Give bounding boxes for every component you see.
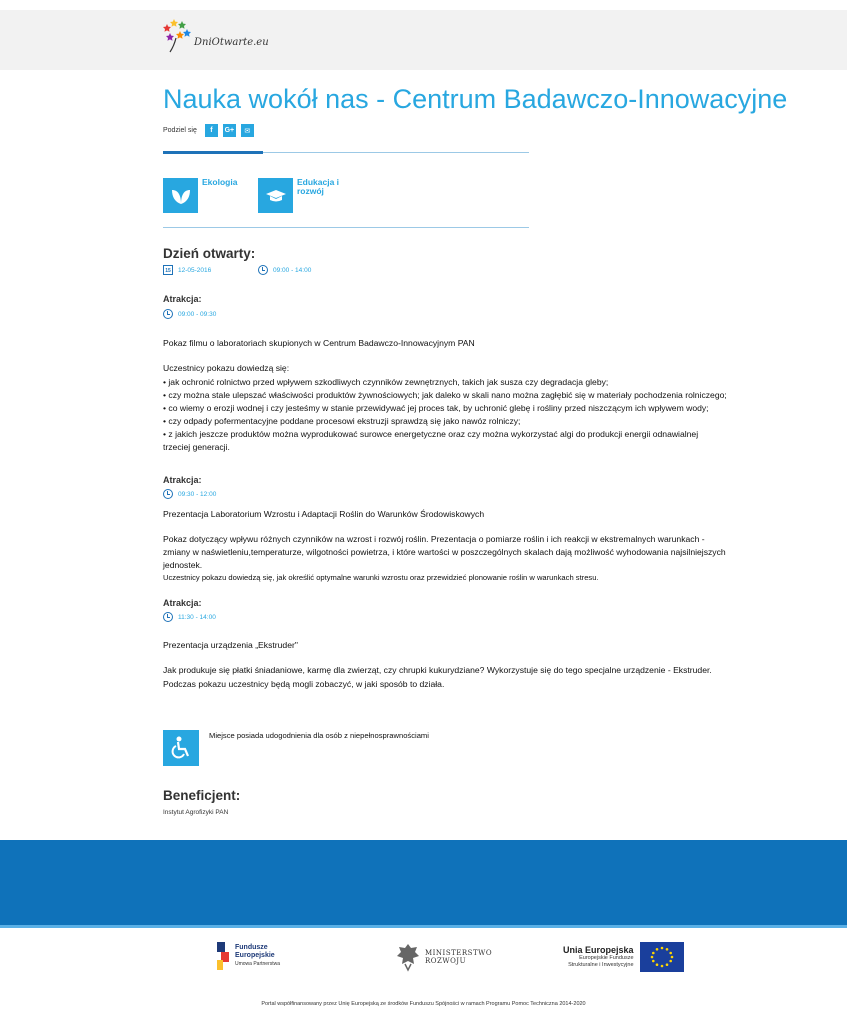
ministry-text (425, 949, 492, 965)
attraction-time (163, 309, 216, 319)
eu-flag-icon (640, 942, 684, 972)
fe-mark-icon (217, 942, 231, 970)
divider (163, 227, 529, 228)
fe-sub: Umowa Partnerstwa (235, 961, 281, 967)
facebook-share-button[interactable]: f (205, 124, 218, 137)
category-label: Edukacja i rozwój (297, 177, 340, 196)
category-edukacja[interactable] (258, 178, 345, 213)
attraction-line: • czy można stale ulepszać właściwości produktów żywnościowych; jak daleko w skali nano można zagłębić się w materiały pochodzenia rolniczego; (163, 390, 727, 400)
attraction-heading: Atrakcja: (163, 294, 202, 304)
attraction-heading: Atrakcja: (163, 475, 202, 485)
clock-icon (163, 612, 173, 622)
attraction-time (163, 489, 216, 499)
ue-sub-2: Strukturalne i Inwestycyjne (568, 962, 634, 968)
unia-europejska-logo[interactable] (563, 942, 684, 972)
time-text: 09:30 - 12:00 (178, 490, 217, 498)
top-bar (0, 10, 847, 70)
divider-accent (163, 151, 263, 154)
time-text: 09:00 - 09:30 (178, 310, 217, 318)
attraction-line: • z jakich jeszcze produktów można wyprodukować surowce energetyczne oraz czy można wykorzystać algi do produkcji energii odnawialnej (163, 429, 699, 439)
logo-text: DniOtwarte.eu (194, 36, 269, 48)
attraction-line: • co wiemy o erozji wodnej i czy jesteśmy w stanie przewidywać jej proces tak, by uchronić glebę i rośliny przed niszczącym ich wpływem wody; (163, 403, 709, 413)
beneficiary-heading: Beneficjent: (163, 788, 241, 803)
ue-text (563, 945, 634, 969)
footer-note: Portal współfinansowany przez Unię Europejską ze środków Funduszu Spójności w ramach Programu Pomoc Techniczna 2014-2020 (261, 1001, 586, 1007)
fe-title-1: Fundusze (235, 944, 268, 951)
time-text: 09:00 - 14:00 (273, 266, 312, 274)
attraction-line: trzeciej generacji. (163, 442, 230, 452)
graduation-cap-icon (258, 178, 293, 213)
open-day-heading: Dzień otwarty: (163, 246, 256, 261)
attraction-line: jednostek. (163, 560, 203, 570)
fundusze-europejskie-logo[interactable] (217, 942, 280, 970)
attraction-title: Pokaz filmu o laboratoriach skupionych w Centrum Badawczo-Innowacyjnym PAN (163, 338, 475, 348)
accessibility-label: Miejsce posiada udogodnienia dla osób z niepełnosprawnościami (209, 731, 429, 740)
category-ekologia[interactable] (163, 178, 250, 213)
ministry-line-2: ROZWOJU (425, 957, 467, 965)
stars-logo-icon (162, 18, 192, 54)
attraction-title: Prezentacja urządzenia „Ekstruder" (163, 640, 298, 650)
attraction-time (163, 612, 216, 622)
share-label: Podziel się (163, 127, 197, 134)
fe-text (235, 944, 280, 968)
wheelchair-icon (163, 730, 199, 766)
attraction-line: • czy odpady pofermentacyjne poddane procesowi ekstruzji sprawdzą się jako nawóz rolniczy; (163, 416, 521, 426)
attraction-heading: Atrakcja: (163, 598, 202, 608)
email-share-button[interactable]: ✉ (241, 124, 254, 137)
attraction-line: Podczas pokazu uczestnicy będą mogli zobaczyć, w jaki sposób to działa. (163, 679, 445, 689)
attraction-line: Jak produkuje się płatki śniadaniowe, karmę dla zwierząt, czy chrupki kukurydziane? Wykorzystuje się do tego specjalne urządzenie - Ekstruder. (163, 665, 712, 675)
ue-sub-1: Europejskie Fundusze (579, 955, 634, 961)
attraction-title: Prezentacja Laboratorium Wzrostu i Adaptacji Roślin do Warunków Środowiskowych (163, 509, 485, 519)
footer-band (0, 840, 847, 928)
date-text: 12-05-2016 (178, 266, 212, 274)
clock-icon (163, 489, 173, 499)
calendar-icon: 15 (163, 265, 173, 275)
eagle-emblem-icon (395, 942, 421, 972)
ministry-line-1: MINISTERSTWO (425, 949, 493, 957)
google-plus-share-button[interactable]: G+ (223, 124, 236, 137)
attraction-line: Uczestnicy pokazu dowiedzą się: (163, 363, 290, 373)
attraction-line: zmiany w naświetleniu,temperaturze, wilgotności powietrza, i które wartości w poszczególnych skalach dają możliwość wyhodowania najsilniejszych (163, 547, 726, 557)
leaf-icon (163, 178, 198, 213)
share-bar (163, 124, 254, 137)
page-title: Nauka wokół nas - Centrum Badawczo-Innowacyjne (163, 84, 788, 114)
clock-icon (163, 309, 173, 319)
time-text: 11:30 - 14:00 (178, 613, 216, 621)
beneficiary-name: Instytut Agrofizyki PAN (163, 809, 229, 816)
attraction-note: Uczestnicy pokazu dowiedzą się, jak określić optymalne warunki wzrostu oraz przewidzieć plonowanie roślin w warunkach stresu. (163, 573, 599, 582)
clock-icon (258, 265, 268, 275)
event-time (258, 265, 311, 275)
attraction-line: • jak ochronić rolnictwo przed wpływem szkodliwych czynników zewnętrznych, takich jak susza czy degradacja gleby; (163, 377, 609, 387)
ue-title: Unia Europejska (563, 945, 634, 955)
site-logo[interactable] (162, 18, 269, 54)
ministerstwo-rozwoju-logo[interactable] (395, 942, 492, 972)
category-label: Ekologia (202, 177, 238, 187)
attraction-line: Pokaz dotyczący wpływu różnych czynników na wzrost i rozwój roślin. Prezentacja o pomiarze roślin i ich reakcji w ekstremalnych warunkach - (163, 534, 705, 544)
event-date (163, 265, 211, 275)
fe-title-2: Europejskie (235, 952, 275, 959)
